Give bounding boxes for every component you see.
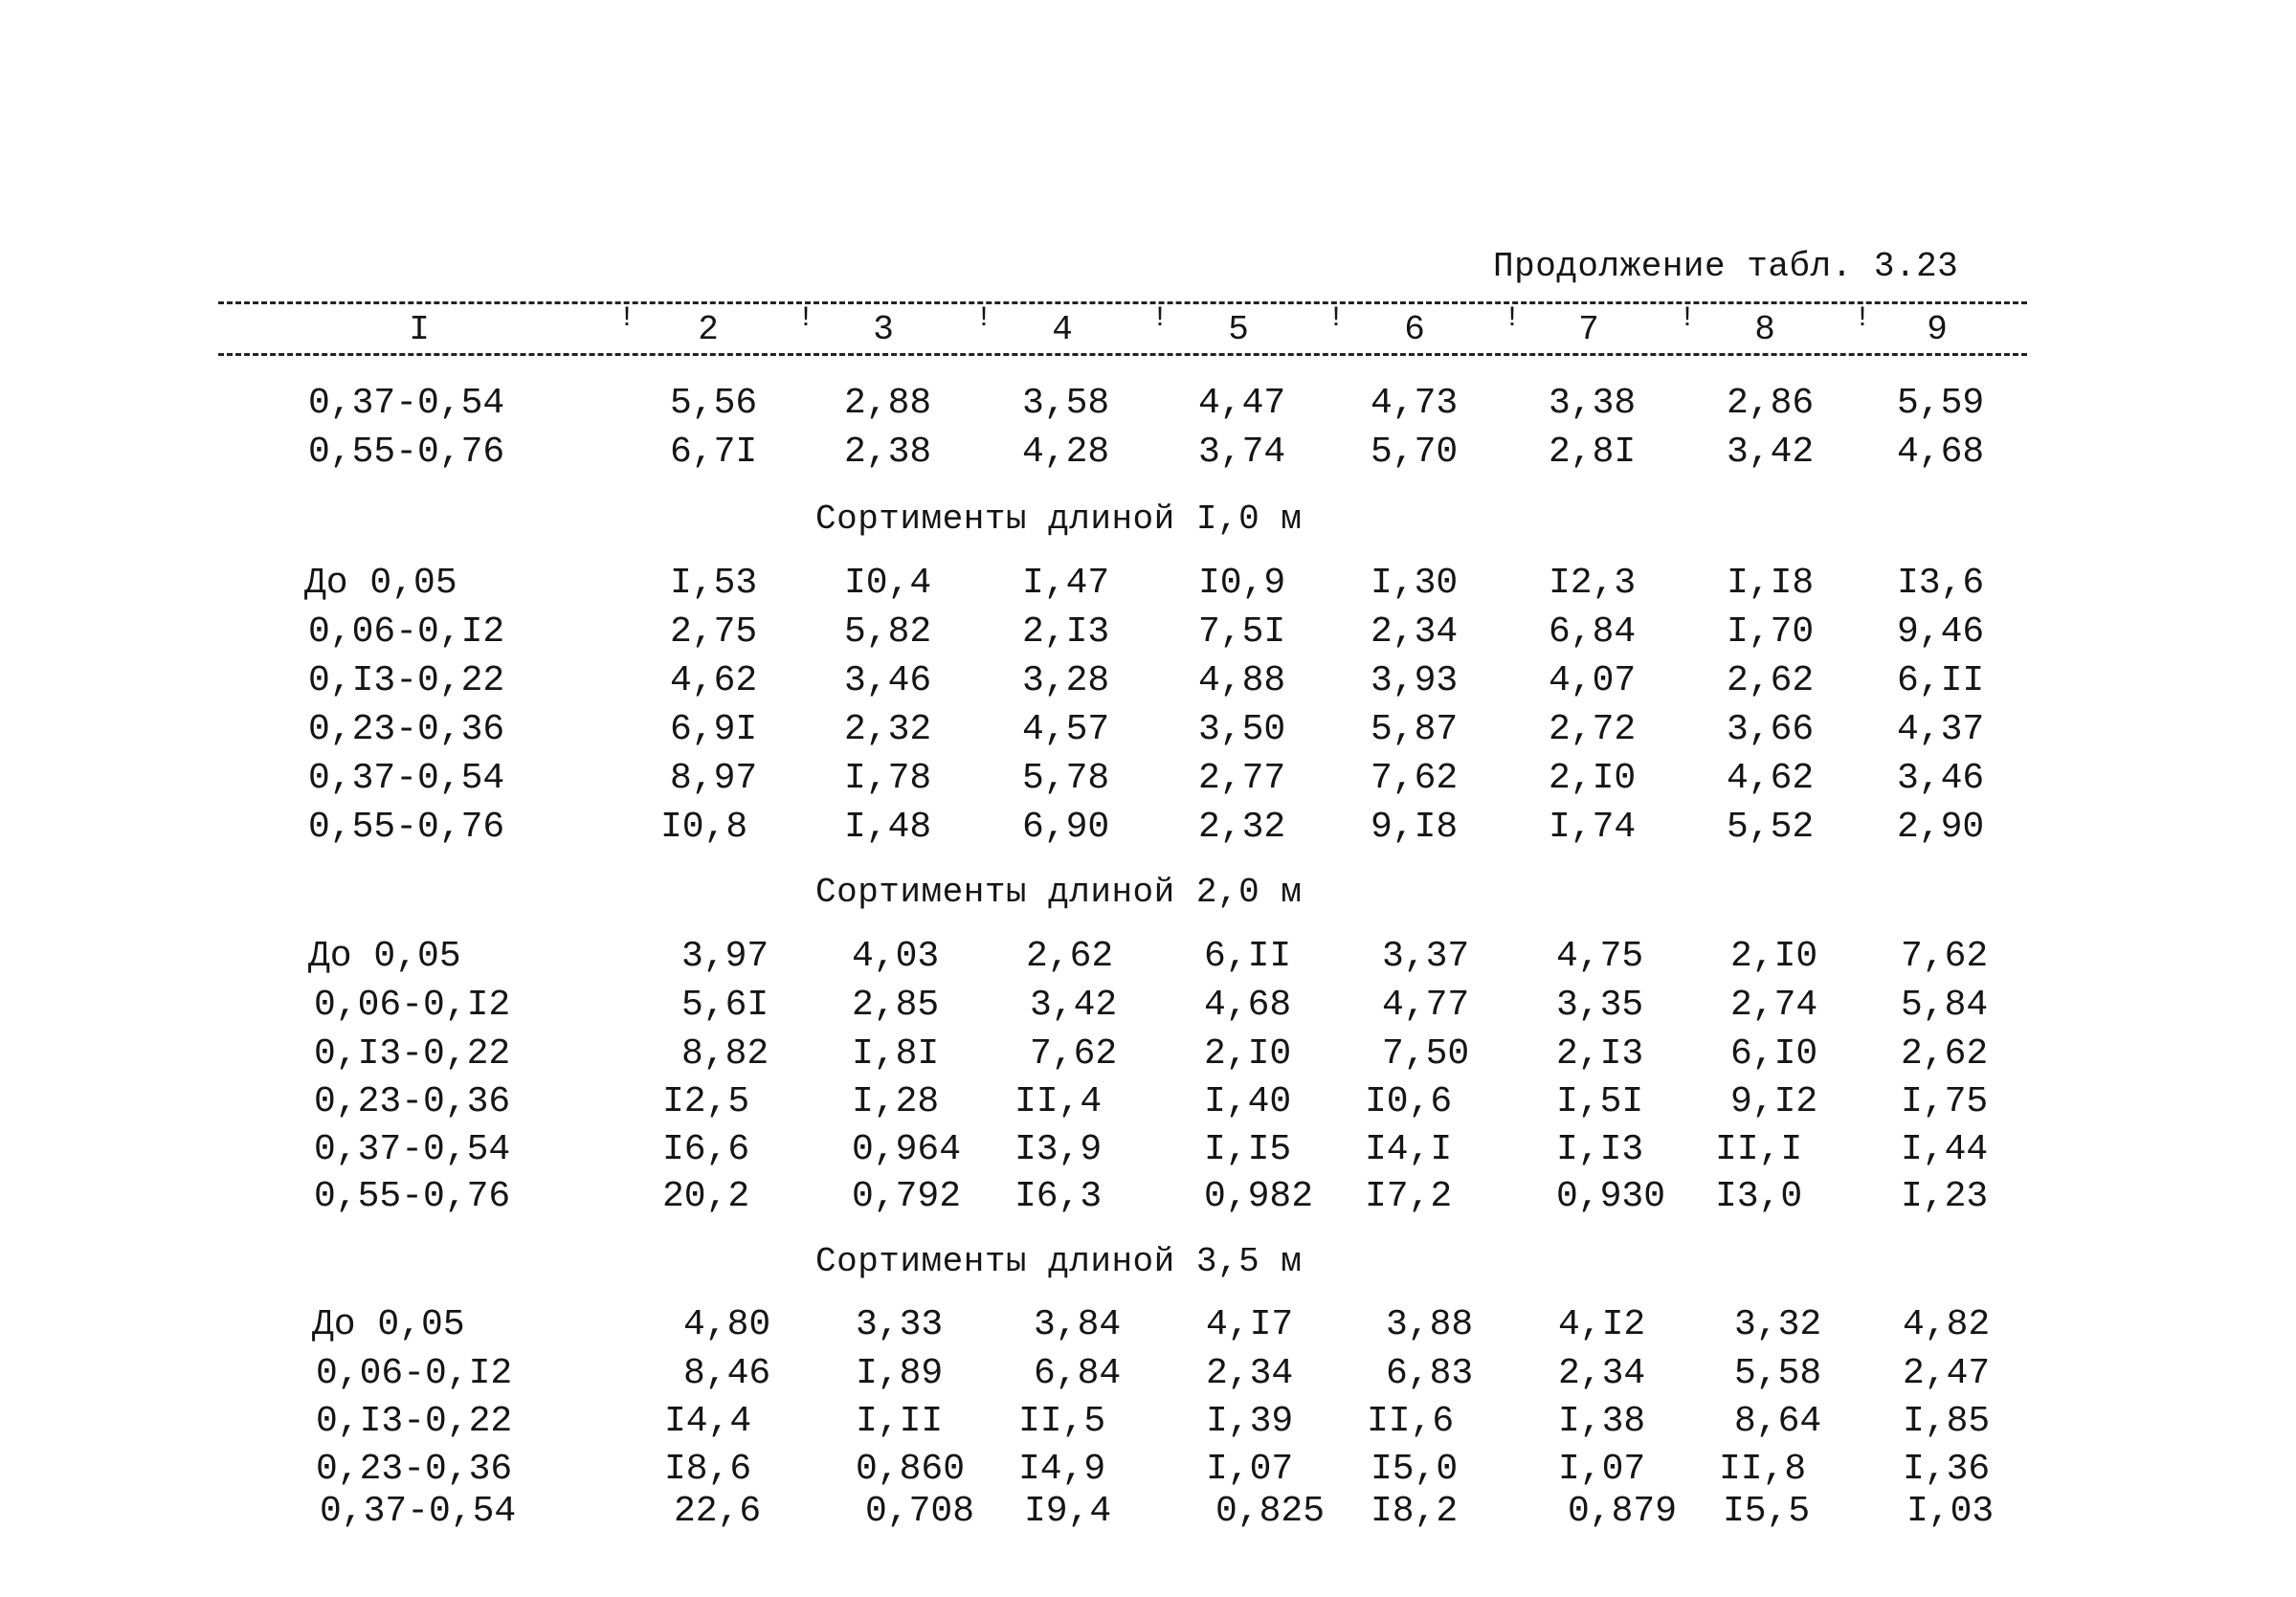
value-cell: 2,I0 — [1549, 758, 1637, 799]
value-cell: 3,28 — [1022, 660, 1110, 701]
table-header — [218, 302, 2027, 352]
value-cell: 20,2 — [662, 1176, 750, 1217]
value-cell: I7,2 — [1365, 1176, 1453, 1217]
value-cell: 4,I2 — [1558, 1304, 1646, 1345]
table-row — [0, 758, 2296, 806]
header-col-1: I — [409, 310, 430, 349]
value-cell: 2,75 — [670, 611, 758, 653]
table-row — [0, 1401, 2296, 1449]
value-cell: 4,80 — [683, 1304, 771, 1345]
range-cell: 0,I3-0,22 — [308, 660, 505, 701]
value-cell: I,75 — [1901, 1081, 1989, 1122]
header-separator: ! — [796, 302, 814, 335]
header-col-8: 8 — [1754, 310, 1775, 349]
value-cell: 4,75 — [1556, 936, 1644, 977]
table-row — [0, 1176, 2296, 1224]
range-cell: 0,37-0,54 — [308, 383, 505, 424]
value-cell: I3,9 — [1014, 1129, 1103, 1170]
value-cell: I,36 — [1903, 1449, 1991, 1490]
value-cell: I,85 — [1903, 1401, 1991, 1442]
value-cell: I,30 — [1371, 563, 1459, 604]
value-cell: I4,9 — [1018, 1449, 1106, 1490]
range-cell: 0,37-0,54 — [308, 758, 505, 799]
header-top-rule — [218, 301, 2027, 304]
value-cell: I4,4 — [664, 1401, 752, 1442]
section-title: Сортименты длиной 2,0 м — [815, 873, 1303, 912]
value-cell: 2,38 — [844, 432, 932, 473]
value-cell: 7,62 — [1030, 1033, 1118, 1075]
value-cell: 0,825 — [1215, 1491, 1326, 1532]
value-cell: I,I8 — [1727, 563, 1815, 604]
header-col-4: 4 — [1052, 310, 1073, 349]
value-cell: 4,68 — [1897, 432, 1985, 473]
value-cell: 2,62 — [1026, 936, 1114, 977]
value-cell: 2,77 — [1198, 758, 1286, 799]
value-cell: I,I3 — [1556, 1129, 1644, 1170]
value-cell: I0,9 — [1198, 563, 1286, 604]
range-cell: 0,06-0,I2 — [308, 611, 505, 653]
value-cell: 3,93 — [1371, 660, 1459, 701]
value-cell: 0,860 — [856, 1449, 966, 1490]
table-row — [0, 1081, 2296, 1129]
table-row — [0, 563, 2296, 610]
header-col-5: 5 — [1228, 310, 1249, 349]
value-cell: I2,5 — [662, 1081, 750, 1122]
range-cell: 0,55-0,76 — [308, 807, 505, 848]
value-cell: 3,37 — [1382, 936, 1470, 977]
value-cell: 5,82 — [844, 611, 932, 653]
value-cell: I,23 — [1901, 1176, 1989, 1217]
value-cell: I,38 — [1558, 1401, 1646, 1442]
value-cell: 5,84 — [1901, 985, 1989, 1026]
range-cell: 0,23-0,36 — [314, 1081, 511, 1122]
value-cell: 6,9I — [670, 709, 758, 750]
range-cell: 0,I3-0,22 — [316, 1401, 513, 1442]
value-cell: I,5I — [1556, 1081, 1644, 1122]
value-cell: I,II — [856, 1401, 944, 1442]
table-row — [0, 660, 2296, 708]
value-cell: 0,964 — [852, 1129, 962, 1170]
value-cell: 2,32 — [1198, 807, 1286, 848]
value-cell: 3,38 — [1549, 383, 1637, 424]
value-cell: I,03 — [1906, 1491, 1995, 1532]
value-cell: 22,6 — [674, 1491, 762, 1532]
value-cell: I5,0 — [1371, 1449, 1459, 1490]
range-cell: 0,55-0,76 — [314, 1176, 511, 1217]
value-cell: I4,I — [1365, 1129, 1453, 1170]
value-cell: 0,982 — [1204, 1176, 1314, 1217]
header-separator: ! — [1150, 302, 1169, 335]
value-cell: I8,2 — [1371, 1491, 1459, 1532]
table-row — [0, 1304, 2296, 1352]
value-cell: 0,792 — [852, 1176, 962, 1217]
value-cell: I,74 — [1549, 807, 1637, 848]
value-cell: II,6 — [1367, 1401, 1455, 1442]
value-cell: 9,I2 — [1730, 1081, 1818, 1122]
value-cell: 7,5I — [1198, 611, 1286, 653]
value-cell: 9,46 — [1897, 611, 1985, 653]
value-cell: 3,46 — [844, 660, 932, 701]
section-title: Сортименты длиной I,0 м — [815, 499, 1303, 539]
header-separator: ! — [1853, 302, 1871, 335]
value-cell: 2,85 — [852, 985, 940, 1026]
value-cell: 4,28 — [1022, 432, 1110, 473]
value-cell: 3,66 — [1727, 709, 1815, 750]
value-cell: I3,6 — [1897, 563, 1985, 604]
value-cell: 2,88 — [844, 383, 932, 424]
value-cell: 3,35 — [1556, 985, 1644, 1026]
header-separator: ! — [1678, 302, 1696, 335]
value-cell: 5,87 — [1371, 709, 1459, 750]
value-cell: I6,6 — [662, 1129, 750, 1170]
value-cell: 4,I7 — [1206, 1304, 1294, 1345]
range-cell: 0,I3-0,22 — [314, 1033, 511, 1075]
header-separator: ! — [974, 302, 992, 335]
table-row — [0, 611, 2296, 659]
value-cell: II,8 — [1719, 1449, 1807, 1490]
value-cell: 0,930 — [1556, 1176, 1666, 1217]
value-cell: 2,I3 — [1022, 611, 1110, 653]
range-cell: 0,23-0,36 — [316, 1449, 513, 1490]
value-cell: I0,6 — [1365, 1081, 1453, 1122]
value-cell: I2,3 — [1549, 563, 1637, 604]
value-cell: 2,74 — [1730, 985, 1818, 1026]
value-cell: 2,72 — [1549, 709, 1637, 750]
value-cell: I,8I — [852, 1033, 940, 1075]
value-cell: 8,82 — [681, 1033, 769, 1075]
value-cell: 8,64 — [1734, 1401, 1822, 1442]
value-cell: I3,0 — [1715, 1176, 1803, 1217]
value-cell: I,28 — [852, 1081, 940, 1122]
table-row — [0, 807, 2296, 854]
range-cell: 0,37-0,54 — [314, 1129, 511, 1170]
value-cell: 4,57 — [1022, 709, 1110, 750]
table-row — [0, 432, 2296, 479]
range-cell: До 0,05 — [304, 563, 457, 604]
value-cell: 5,6I — [681, 985, 769, 1026]
value-cell: 3,42 — [1030, 985, 1118, 1026]
value-cell: 2,62 — [1901, 1033, 1989, 1075]
value-cell: 2,I3 — [1556, 1033, 1644, 1075]
value-cell: 3,88 — [1386, 1304, 1474, 1345]
value-cell: I0,4 — [844, 563, 932, 604]
value-cell: I,70 — [1727, 611, 1815, 653]
value-cell: 3,33 — [856, 1304, 944, 1345]
value-cell: 5,52 — [1727, 807, 1815, 848]
header-col-9: 9 — [1927, 310, 1948, 349]
range-cell: 0,23-0,36 — [308, 709, 505, 750]
value-cell: 3,58 — [1022, 383, 1110, 424]
table-row — [0, 1449, 2296, 1497]
table-row — [0, 1033, 2296, 1081]
value-cell: 4,73 — [1371, 383, 1459, 424]
value-cell: I8,6 — [664, 1449, 752, 1490]
range-cell: До 0,05 — [308, 936, 461, 977]
value-cell: 3,74 — [1198, 432, 1286, 473]
value-cell: 8,46 — [683, 1353, 771, 1394]
value-cell: 5,78 — [1022, 758, 1110, 799]
value-cell: 7,62 — [1371, 758, 1459, 799]
value-cell: I,40 — [1204, 1081, 1292, 1122]
value-cell: 4,37 — [1897, 709, 1985, 750]
table-row — [0, 383, 2296, 431]
value-cell: 4,07 — [1549, 660, 1637, 701]
value-cell: 2,34 — [1558, 1353, 1646, 1394]
range-cell: 0,55-0,76 — [308, 432, 505, 473]
value-cell: 2,I0 — [1204, 1033, 1292, 1075]
value-cell: 3,50 — [1198, 709, 1286, 750]
value-cell: 2,90 — [1897, 807, 1985, 848]
value-cell: 2,62 — [1727, 660, 1815, 701]
table-row — [0, 1129, 2296, 1177]
value-cell: 5,58 — [1734, 1353, 1822, 1394]
value-cell: 4,62 — [1727, 758, 1815, 799]
value-cell: I,39 — [1206, 1401, 1294, 1442]
value-cell: 3,97 — [681, 936, 769, 977]
value-cell: 4,47 — [1198, 383, 1286, 424]
value-cell: 0,708 — [865, 1491, 975, 1532]
range-cell: 0,06-0,I2 — [314, 985, 511, 1026]
value-cell: 4,82 — [1903, 1304, 1991, 1345]
value-cell: 4,03 — [852, 936, 940, 977]
value-cell: 4,62 — [670, 660, 758, 701]
value-cell: 6,84 — [1549, 611, 1637, 653]
value-cell: I,44 — [1901, 1129, 1989, 1170]
value-cell: 2,32 — [844, 709, 932, 750]
header-separator: ! — [1326, 302, 1345, 335]
table-row — [0, 936, 2296, 984]
value-cell: I9,4 — [1024, 1491, 1112, 1532]
section-title: Сортименты длиной 3,5 м — [815, 1242, 1303, 1281]
value-cell: I,89 — [856, 1353, 944, 1394]
value-cell: 6,7I — [670, 432, 758, 473]
value-cell: II,5 — [1018, 1401, 1106, 1442]
table-caption: Продолжение табл. 3.23 — [1493, 247, 1959, 286]
header-col-3: 3 — [873, 310, 894, 349]
value-cell: 6,I0 — [1730, 1033, 1818, 1075]
header-separator: ! — [1503, 302, 1521, 335]
value-cell: 2,8I — [1549, 432, 1637, 473]
value-cell: I,I5 — [1204, 1129, 1292, 1170]
value-cell: 3,46 — [1897, 758, 1985, 799]
table-row — [0, 1353, 2296, 1401]
value-cell: 6,83 — [1386, 1353, 1474, 1394]
value-cell: 7,50 — [1382, 1033, 1470, 1075]
range-cell: 0,37-0,54 — [320, 1491, 517, 1532]
value-cell: I,07 — [1206, 1449, 1294, 1490]
value-cell: 5,56 — [670, 383, 758, 424]
value-cell: 6,84 — [1034, 1353, 1122, 1394]
value-cell: 4,88 — [1198, 660, 1286, 701]
header-col-7: 7 — [1578, 310, 1599, 349]
value-cell: I,53 — [670, 563, 758, 604]
value-cell: 2,I0 — [1730, 936, 1818, 977]
header-col-2: 2 — [698, 310, 719, 349]
table-row — [0, 985, 2296, 1032]
value-cell: 2,47 — [1903, 1353, 1991, 1394]
value-cell: 5,59 — [1897, 383, 1985, 424]
value-cell: II,4 — [1014, 1081, 1103, 1122]
value-cell: 9,I8 — [1371, 807, 1459, 848]
value-cell: I,78 — [844, 758, 932, 799]
value-cell: 4,77 — [1382, 985, 1470, 1026]
table-row — [0, 1491, 2296, 1539]
value-cell: 3,84 — [1034, 1304, 1122, 1345]
value-cell: 2,34 — [1206, 1353, 1294, 1394]
value-cell: 3,42 — [1727, 432, 1815, 473]
value-cell: I,47 — [1022, 563, 1110, 604]
value-cell: 8,97 — [670, 758, 758, 799]
value-cell: 4,68 — [1204, 985, 1292, 1026]
header-col-6: 6 — [1404, 310, 1425, 349]
value-cell: I,48 — [844, 807, 932, 848]
value-cell: I5,5 — [1723, 1491, 1811, 1532]
value-cell: I0,8 — [660, 807, 748, 848]
header-separator: ! — [617, 302, 635, 335]
range-cell: До 0,05 — [312, 1304, 465, 1345]
value-cell: 3,32 — [1734, 1304, 1822, 1345]
value-cell: 2,86 — [1727, 383, 1815, 424]
header-bottom-rule — [218, 353, 2027, 356]
range-cell: 0,06-0,I2 — [316, 1353, 513, 1394]
value-cell: 2,34 — [1371, 611, 1459, 653]
value-cell: 5,70 — [1371, 432, 1459, 473]
value-cell: 6,90 — [1022, 807, 1110, 848]
value-cell: II,I — [1715, 1129, 1803, 1170]
value-cell: 6,II — [1204, 936, 1292, 977]
value-cell: 7,62 — [1901, 936, 1989, 977]
value-cell: I6,3 — [1014, 1176, 1103, 1217]
value-cell: 0,879 — [1568, 1491, 1678, 1532]
table-row — [0, 709, 2296, 757]
value-cell: 6,II — [1897, 660, 1985, 701]
value-cell: I,07 — [1558, 1449, 1646, 1490]
